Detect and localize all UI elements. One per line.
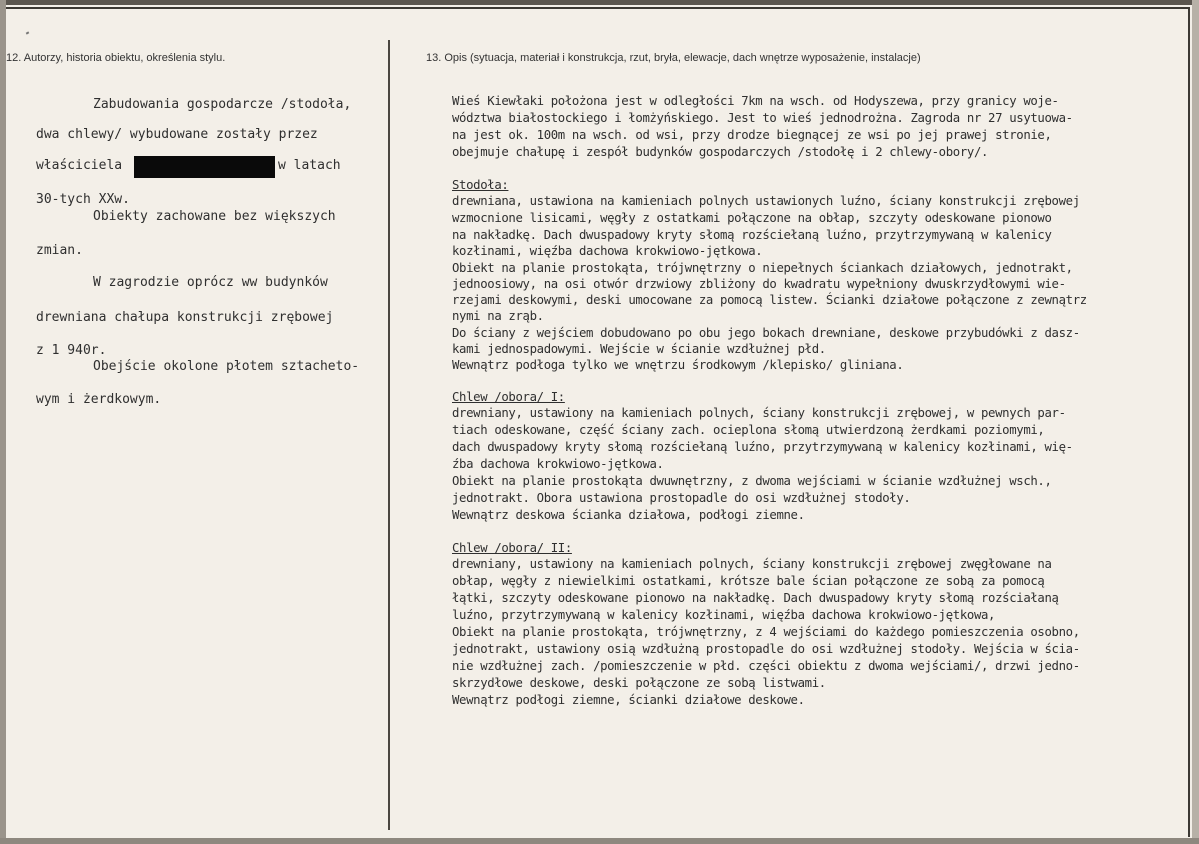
left-line-11: Obejście okolone płotem sztacheto- bbox=[93, 359, 360, 374]
right-line-14: Do ściany z wejściem dobudowano po obu jego bokach drewniane, deskowe przybudówki z dasz- bbox=[452, 326, 1080, 340]
section-13-header: 13. Opis (sytuacja, materiał i konstrukcja, rzut, bryła, elewacje, dach wnętrze wyposażenie, instalacje) bbox=[426, 52, 921, 64]
right-line-1: Wieś Kiewłaki położona jest w odległości 7km na wsch. od Hodyszewa, przy granicy woje- bbox=[452, 94, 1059, 108]
right-line-13: nymi na zrąb. bbox=[452, 309, 544, 323]
right-line-29: luźno, przytrzymywaną w kalenicy kozłinami, więźba dachowa krokwiowo-jętkowa, bbox=[452, 608, 996, 622]
right-line-2: wództwa białostockiego i łomżyńskiego. Jest to wieś jednodrożna. Zagroda nr 27 usytuowa- bbox=[452, 111, 1073, 125]
right-line-20: dach dwuspadowy kryty słomą rozściełaną luźno, przytrzymywaną w kalenicy kozłinami, wię- bbox=[452, 440, 1073, 454]
left-line-10: z 1 940r. bbox=[36, 343, 107, 358]
right-line-22: Obiekt na planie prostokąta dwuwnętrzny, z dwoma wejściami w ścianie wzdłużnej wsch., bbox=[452, 474, 1052, 488]
scan-edge-left bbox=[0, 0, 6, 844]
scan-edge-right bbox=[1192, 0, 1199, 844]
right-line-21: źba dachowa krokwiowo-jętkowa. bbox=[452, 457, 664, 471]
right-line-16: Wewnątrz podłoga tylko we wnętrzu środkowym /klepisko/ gliniana. bbox=[452, 358, 904, 372]
form-frame-top-line bbox=[6, 7, 1190, 9]
heading-stodola: Stodoła: bbox=[452, 178, 509, 192]
right-line-34: Wewnątrz podłogi ziemne, ścianki działowe deskowe. bbox=[452, 693, 805, 707]
scan-speck bbox=[26, 31, 30, 34]
right-line-31: jednotrakt, ustawiony osią wzdłużną prostopadle do osi wzdłużnej stodoły. Wejścia w ścia- bbox=[452, 642, 1080, 656]
right-line-15: kami jednospadowymi. Wejście w ścianie wzdłużnej płd. bbox=[452, 342, 826, 356]
scan-edge-top bbox=[0, 0, 1199, 5]
heading-chlew-2: Chlew /obora/ II: bbox=[452, 541, 572, 555]
right-line-10: Obiekt na planie prostokąta, trójwnętrzny o niepełnych ściankach działowych, jednotrakt, bbox=[452, 261, 1073, 275]
left-line-3: właściciela bbox=[36, 158, 123, 173]
form-frame-right-line bbox=[1188, 7, 1190, 837]
redacted-owner-name bbox=[134, 156, 275, 178]
right-line-30: Obiekt na planie prostokąta, trójwnętrzny, z 4 wejściami do każdego pomieszczenia osobno, bbox=[452, 625, 1080, 639]
right-line-3: na jest ok. 100m na wsch. od wsi, przy drodze biegnącej ze wsi po jej prawej stronie, bbox=[452, 128, 1052, 142]
column-divider bbox=[388, 40, 390, 830]
section-12-header: 12. Autorzy, historia obiektu, określenia stylu. bbox=[6, 52, 226, 64]
left-line-9: drewniana chałupa konstrukcji zrębowej bbox=[36, 310, 334, 325]
left-line-6: Obiekty zachowane bez większych bbox=[93, 209, 336, 224]
right-line-32: nie wzdłużnej zach. /pomieszczenie w płd. części obiektu z dwoma wejściami/, drzwi jedno- bbox=[452, 659, 1080, 673]
right-line-7: wzmocnione lisicami, węgły z ostatkami połączone na obłap, szczyty odeskowane pionowo bbox=[452, 211, 1052, 225]
heading-chlew-1: Chlew /obora/ I: bbox=[452, 390, 565, 404]
left-line-12: wym i żerdkowym. bbox=[36, 392, 162, 407]
scan-edge-bottom bbox=[0, 838, 1199, 844]
right-line-12: rzejami deskowymi, deski umocowane za pomocą listew. Ścianki działowe połączone z zewnątrz bbox=[452, 293, 1087, 307]
right-line-27: obłap, węgły z niewielkimi ostatkami, krótsze bale ścian połączone ze sobą za pomocą bbox=[452, 574, 1045, 588]
right-line-11: jednoosiowy, na osi otwór drzwiowy zbliżony do kwadratu wypełniony dwuskrzydłowymi wie- bbox=[452, 277, 1066, 291]
right-line-24: Wewnątrz deskowa ścianka działowa, podłogi ziemne. bbox=[452, 508, 805, 522]
right-line-8: na nakładkę. Dach dwuspadowy kryty słomą rozściełaną luźno, przytrzymywaną w kalenicy bbox=[452, 228, 1052, 242]
right-line-19: tiach odeskowane, część ściany zach. ocieplona słomą utwierdzoną żerdkami poziomymi, bbox=[452, 423, 1045, 437]
right-line-9: kozłinami, więźba dachowa krokwiowo-jętkowa. bbox=[452, 244, 763, 258]
right-line-6: drewniana, ustawiona na kamieniach polnych ustawionych luźno, ściany konstrukcji zrębowej bbox=[452, 194, 1080, 208]
left-line-8: W zagrodzie oprócz ww budynków bbox=[93, 275, 328, 290]
right-line-4: obejmuje chałupę i zespół budynków gospodarczych /stodołę i 2 chlewy-obory/. bbox=[452, 145, 989, 159]
right-line-23: jednotrakt. Obora ustawiona prostopadle do osi wzdłużnej stodoły. bbox=[452, 491, 911, 505]
left-line-5: 30-tych XXw. bbox=[36, 192, 130, 207]
left-line-2: dwa chlewy/ wybudowane zostały przez bbox=[36, 127, 318, 142]
right-line-28: łątki, szczyty odeskowane pionowo na nakładkę. Dach dwuspadowy kryty słomą rozściałaną bbox=[452, 591, 1059, 605]
left-line-7: zmian. bbox=[36, 243, 83, 258]
left-line-4: w latach bbox=[278, 158, 341, 173]
left-line-1: Zabudowania gospodarcze /stodoła, bbox=[93, 97, 352, 112]
right-line-18: drewniany, ustawiony na kamieniach polnych, ściany konstrukcji zrębowej, w pewnych par- bbox=[452, 406, 1066, 420]
right-line-33: skrzydłowe deskowe, deski połączone ze sobą listwami. bbox=[452, 676, 826, 690]
right-line-26: drewniany, ustawiony na kamieniach polnych, ściany konstrukcji zrębowej zwęgłowane na bbox=[452, 557, 1052, 571]
